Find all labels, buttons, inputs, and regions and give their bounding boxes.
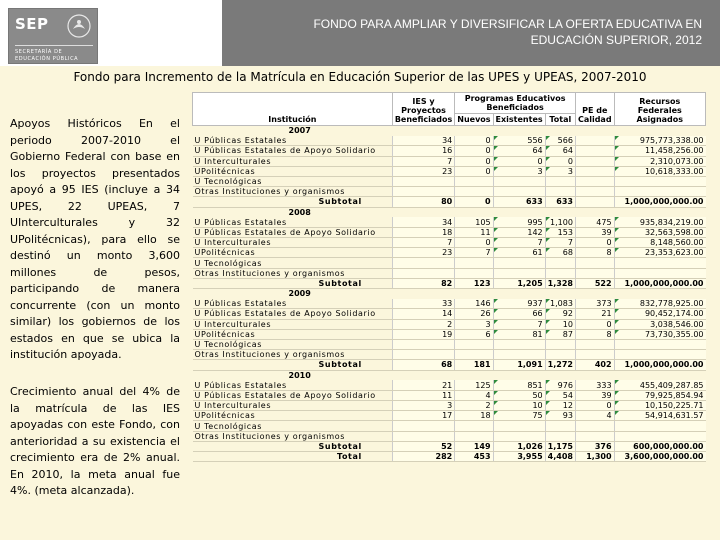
recursos-cell: [614, 339, 705, 349]
ies-cell: [392, 258, 454, 268]
recursos-cell: [614, 176, 705, 186]
pe-cell: 21: [575, 309, 614, 319]
recursos-cell: 54,914,631.57: [614, 411, 705, 421]
pe-cell: 522: [575, 278, 614, 288]
institution-cell: U Públicas Estatales de Apoyo Solidario: [193, 390, 393, 400]
subtotal-row: [193, 278, 706, 288]
table-row: [193, 309, 706, 319]
institution-cell: U Tecnológicas: [193, 339, 393, 349]
pe-cell: [575, 350, 614, 360]
total-cell: 0: [545, 156, 575, 166]
recursos-cell: 832,778,925.00: [614, 299, 705, 309]
institution-cell: UPolitécnicas: [193, 329, 393, 339]
ies-cell: 3: [392, 401, 454, 411]
existentes-cell: 0: [493, 156, 545, 166]
pe-cell: 373: [575, 299, 614, 309]
subtotal-row: [193, 441, 706, 451]
pe-cell: [575, 136, 614, 146]
institution-cell: Otras Instituciones y organismos: [193, 268, 393, 278]
existentes-cell: 142: [493, 227, 545, 237]
nuevos-cell: 18: [455, 411, 493, 421]
recursos-cell: 1,000,000,000.00: [614, 278, 705, 288]
institution-cell: U Públicas Estatales de Apoyo Solidario: [193, 227, 393, 237]
institution-cell: UPolitécnicas: [193, 411, 393, 421]
pe-cell: 402: [575, 360, 614, 370]
existentes-cell: 851: [493, 380, 545, 390]
total-cell: [545, 268, 575, 278]
pe-cell: [575, 146, 614, 156]
total-cell: 87: [545, 329, 575, 339]
ies-cell: [392, 268, 454, 278]
recursos-cell: 1,000,000,000.00: [614, 360, 705, 370]
nuevos-cell: [455, 339, 493, 349]
nuevos-cell: 4: [455, 390, 493, 400]
institution-cell: Subtotal: [193, 197, 393, 207]
pe-cell: [575, 166, 614, 176]
institution-cell: Otras Instituciones y organismos: [193, 431, 393, 441]
nuevos-cell: 125: [455, 380, 493, 390]
ies-cell: 33: [392, 299, 454, 309]
institution-cell: U Públicas Estatales: [193, 380, 393, 390]
table-row: [193, 176, 706, 186]
pe-cell: [575, 258, 614, 268]
institution-cell: U Públicas Estatales de Apoyo Solidario: [193, 146, 393, 156]
institution-cell: UPolitécnicas: [193, 166, 393, 176]
existentes-cell: 1,091: [493, 360, 545, 370]
total-cell: 153: [545, 227, 575, 237]
existentes-cell: 3,955: [493, 452, 545, 462]
ies-cell: 19: [392, 329, 454, 339]
existentes-cell: 3: [493, 166, 545, 176]
existentes-cell: 1,026: [493, 441, 545, 451]
nuevos-cell: 0: [455, 146, 493, 156]
ies-cell: 7: [392, 238, 454, 248]
ies-cell: 2: [392, 319, 454, 329]
nuevos-cell: [455, 421, 493, 431]
existentes-cell: [493, 258, 545, 268]
pe-cell: [575, 197, 614, 207]
total-cell: 566: [545, 136, 575, 146]
table-row: [193, 411, 706, 421]
existentes-cell: 1,205: [493, 278, 545, 288]
ies-cell: 23: [392, 248, 454, 258]
header: [0, 0, 720, 66]
table-row: [193, 227, 706, 237]
recursos-cell: 11,458,256.00: [614, 146, 705, 156]
nuevos-cell: 146: [455, 299, 493, 309]
table-row: [193, 431, 706, 441]
recursos-cell: 455,409,287.85: [614, 380, 705, 390]
institution-cell: U Interculturales: [193, 401, 393, 411]
subtotal-row: [193, 197, 706, 207]
existentes-cell: 633: [493, 197, 545, 207]
nuevos-cell: 123: [455, 278, 493, 288]
existentes-cell: 7: [493, 238, 545, 248]
recursos-cell: [614, 350, 705, 360]
institution-cell: Otras Instituciones y organismos: [193, 187, 393, 197]
pe-cell: [575, 156, 614, 166]
pe-cell: 8: [575, 329, 614, 339]
institution-cell: U Públicas Estatales de Apoyo Solidario: [193, 309, 393, 319]
table-row: [193, 401, 706, 411]
year-row: [193, 207, 706, 217]
recursos-cell: 8,148,560.00: [614, 238, 705, 248]
ies-cell: 34: [392, 136, 454, 146]
institution-cell: U Interculturales: [193, 238, 393, 248]
table-row: [193, 217, 706, 227]
ies-cell: [392, 421, 454, 431]
logo-subtitle: [15, 49, 78, 63]
recursos-cell: 73,730,355.00: [614, 329, 705, 339]
total-cell: 1,328: [545, 278, 575, 288]
eagle-emblem-icon: [65, 13, 93, 39]
pe-cell: 4: [575, 411, 614, 421]
total-cell: [545, 258, 575, 268]
existentes-cell: 10: [493, 401, 545, 411]
funding-table: [192, 92, 706, 462]
institution-cell: Subtotal: [193, 360, 393, 370]
recursos-cell: 3,038,546.00: [614, 319, 705, 329]
existentes-cell: [493, 339, 545, 349]
total-cell: 4,408: [545, 452, 575, 462]
total-cell: 68: [545, 248, 575, 258]
existentes-cell: 66: [493, 309, 545, 319]
total-cell: 54: [545, 390, 575, 400]
ies-cell: 14: [392, 309, 454, 319]
pe-cell: 0: [575, 238, 614, 248]
institution-cell: U Públicas Estatales: [193, 217, 393, 227]
table-row: [193, 187, 706, 197]
total-cell: 92: [545, 309, 575, 319]
nuevos-cell: 181: [455, 360, 493, 370]
ies-cell: 23: [392, 166, 454, 176]
pe-cell: [575, 339, 614, 349]
ies-cell: 7: [392, 156, 454, 166]
pe-cell: 39: [575, 390, 614, 400]
ies-cell: [392, 187, 454, 197]
existentes-cell: 61: [493, 248, 545, 258]
pe-cell: [575, 176, 614, 186]
logo-subtitle-line1: SECRETARÍA DE: [15, 49, 63, 55]
recursos-cell: 600,000,000.00: [614, 441, 705, 451]
recursos-cell: 3,600,000,000.00: [614, 452, 705, 462]
institution-cell: Subtotal: [193, 278, 393, 288]
table-row: [193, 350, 706, 360]
year-row: [193, 370, 706, 380]
logo-divider: [15, 45, 93, 46]
funding-table-body: [193, 126, 706, 462]
nuevos-cell: 453: [455, 452, 493, 462]
institution-cell: U Tecnológicas: [193, 421, 393, 431]
header-pe-calidad: PE de Calidad: [575, 93, 614, 126]
existentes-cell: 75: [493, 411, 545, 421]
nuevos-cell: 0: [455, 197, 493, 207]
total-cell: 633: [545, 197, 575, 207]
total-cell: 7: [545, 238, 575, 248]
total-cell: [545, 350, 575, 360]
recursos-cell: [614, 431, 705, 441]
institution-cell: Total: [193, 452, 393, 462]
table-row: [193, 299, 706, 309]
banner: [222, 0, 720, 66]
sep-logo: [8, 8, 98, 64]
nuevos-cell: 0: [455, 238, 493, 248]
ies-cell: 17: [392, 411, 454, 421]
pe-cell: [575, 187, 614, 197]
recursos-cell: 10,618,333.00: [614, 166, 705, 176]
pe-cell: 376: [575, 441, 614, 451]
recursos-cell: 79,925,854.94: [614, 390, 705, 400]
ies-cell: [392, 350, 454, 360]
pe-cell: [575, 268, 614, 278]
recursos-cell: [614, 258, 705, 268]
ies-cell: [392, 431, 454, 441]
ies-cell: 282: [392, 452, 454, 462]
year-label: 2007: [193, 126, 706, 136]
banner-title-line2: EDUCACIÓN SUPERIOR, 2012: [530, 33, 702, 47]
existentes-cell: 81: [493, 329, 545, 339]
table-row: [193, 258, 706, 268]
nuevos-cell: 6: [455, 329, 493, 339]
total-cell: 12: [545, 401, 575, 411]
header-total: Total: [545, 114, 575, 126]
total-cell: [545, 431, 575, 441]
nuevos-cell: 7: [455, 248, 493, 258]
institution-cell: Otras Instituciones y organismos: [193, 350, 393, 360]
pe-cell: 8: [575, 248, 614, 258]
institution-cell: U Interculturales: [193, 156, 393, 166]
total-cell: 10: [545, 319, 575, 329]
table-row: [193, 146, 706, 156]
existentes-cell: 7: [493, 319, 545, 329]
existentes-cell: 50: [493, 390, 545, 400]
total-cell: 1,100: [545, 217, 575, 227]
recursos-cell: 90,452,174.00: [614, 309, 705, 319]
ies-cell: 34: [392, 217, 454, 227]
total-cell: [545, 187, 575, 197]
total-cell: 1,083: [545, 299, 575, 309]
table-row: [193, 319, 706, 329]
ies-cell: [392, 176, 454, 186]
year-label: 2009: [193, 289, 706, 299]
ies-cell: [392, 339, 454, 349]
header-programs-group: Programas Educativos Beneficiados: [455, 93, 576, 114]
existentes-cell: 937: [493, 299, 545, 309]
nuevos-cell: 0: [455, 166, 493, 176]
recursos-cell: 2,310,073.00: [614, 156, 705, 166]
existentes-cell: [493, 421, 545, 431]
ies-cell: 68: [392, 360, 454, 370]
year-row: [193, 289, 706, 299]
nuevos-cell: 0: [455, 156, 493, 166]
subtotal-row: [193, 360, 706, 370]
table-row: [193, 156, 706, 166]
recursos-cell: 10,150,225.71: [614, 401, 705, 411]
pe-cell: 39: [575, 227, 614, 237]
logo-name: SEP: [15, 15, 49, 33]
banner-title: [232, 16, 702, 48]
table-row: [193, 268, 706, 278]
recursos-cell: 32,563,598.00: [614, 227, 705, 237]
total-cell: 1,175: [545, 441, 575, 451]
table-row: [193, 421, 706, 431]
banner-title-line1: FONDO PARA AMPLIAR Y DIVERSIFICAR LA OFERTA EDUCATIVA EN: [313, 17, 702, 31]
table-row: [193, 238, 706, 248]
logo-subtitle-line2: EDUCACIÓN PÚBLICA: [15, 56, 79, 62]
total-cell: 976: [545, 380, 575, 390]
existentes-cell: 64: [493, 146, 545, 156]
nuevos-cell: [455, 258, 493, 268]
header-nuevos: Nuevos: [455, 114, 493, 126]
total-cell: 64: [545, 146, 575, 156]
recursos-cell: 975,773,338.00: [614, 136, 705, 146]
table-row: [193, 390, 706, 400]
nuevos-cell: 11: [455, 227, 493, 237]
institution-cell: Subtotal: [193, 441, 393, 451]
ies-cell: 80: [392, 197, 454, 207]
existentes-cell: [493, 431, 545, 441]
nuevos-cell: 2: [455, 401, 493, 411]
header-existentes: Existentes: [493, 114, 545, 126]
recursos-cell: [614, 187, 705, 197]
existentes-cell: [493, 176, 545, 186]
nuevos-cell: 3: [455, 319, 493, 329]
nuevos-cell: [455, 187, 493, 197]
nuevos-cell: 26: [455, 309, 493, 319]
year-row: [193, 126, 706, 136]
existentes-cell: 556: [493, 136, 545, 146]
table-row: [193, 248, 706, 258]
table-row: [193, 380, 706, 390]
header-ies: IES y Proyectos Beneficiados: [392, 93, 454, 126]
pe-cell: 0: [575, 401, 614, 411]
existentes-cell: [493, 187, 545, 197]
total-cell: 93: [545, 411, 575, 421]
ies-cell: 16: [392, 146, 454, 156]
table-row: [193, 136, 706, 146]
ies-cell: 21: [392, 380, 454, 390]
table-row: [193, 166, 706, 176]
existentes-cell: 995: [493, 217, 545, 227]
year-label: 2008: [193, 207, 706, 217]
ies-cell: 52: [392, 441, 454, 451]
nuevos-cell: 149: [455, 441, 493, 451]
nuevos-cell: [455, 431, 493, 441]
recursos-cell: [614, 421, 705, 431]
total-row: [193, 452, 706, 462]
institution-cell: U Públicas Estatales: [193, 299, 393, 309]
ies-cell: 82: [392, 278, 454, 288]
growth-paragraph: Crecimiento anual del 4% de la matrícula de las IES apoyadas con este Fondo, con anterioridad a su existencia el crecimiento era de 2% anual. En 2010, la meta anual fue 4%. (meta alcanzada).: [10, 385, 180, 497]
institution-cell: U Tecnológicas: [193, 176, 393, 186]
institution-cell: U Públicas Estatales: [193, 136, 393, 146]
total-cell: [545, 339, 575, 349]
year-label: 2010: [193, 370, 706, 380]
pe-cell: 333: [575, 380, 614, 390]
pe-cell: [575, 421, 614, 431]
institution-cell: U Interculturales: [193, 319, 393, 329]
nuevos-cell: [455, 268, 493, 278]
table-row: [193, 329, 706, 339]
recursos-cell: 23,353,623.00: [614, 248, 705, 258]
total-cell: 3: [545, 166, 575, 176]
nuevos-cell: 0: [455, 136, 493, 146]
historical-support-paragraph: Apoyos Históricos En el periodo 2007-2010 el Gobierno Federal con base en los proyectos presentados apoyó a 95 IES (incluye a 34 UPES, 22 UPEAS, 7 UInterculturales y 32 UPolitécnicas), para ello se destinó un monto 3,600 millones de pesos, participando de manera concurrente (con un monto similar) los gobiernos de los estados en que se ubica la institución apoyada.: [10, 117, 180, 361]
page-title: Fondo para Incremento de la Matrícula en Educación Superior de las UPES y UPEAS, 2007-2010: [73, 70, 647, 84]
ies-cell: 11: [392, 390, 454, 400]
nuevos-cell: 105: [455, 217, 493, 227]
nuevos-cell: [455, 176, 493, 186]
header-institucion: Institución: [193, 93, 393, 126]
pe-cell: [575, 431, 614, 441]
table-row: [193, 339, 706, 349]
total-cell: [545, 176, 575, 186]
nuevos-cell: [455, 350, 493, 360]
institution-cell: UPolitécnicas: [193, 248, 393, 258]
pe-cell: 475: [575, 217, 614, 227]
pe-cell: 0: [575, 319, 614, 329]
recursos-cell: [614, 268, 705, 278]
ies-cell: 18: [392, 227, 454, 237]
pe-cell: 1,300: [575, 452, 614, 462]
institution-cell: U Tecnológicas: [193, 258, 393, 268]
funding-table-container: [192, 92, 710, 540]
recursos-cell: 935,834,219.00: [614, 217, 705, 227]
existentes-cell: [493, 350, 545, 360]
existentes-cell: [493, 268, 545, 278]
header-recursos: Recursos Federales Asignados: [614, 93, 705, 126]
total-cell: [545, 421, 575, 431]
total-cell: 1,272: [545, 360, 575, 370]
recursos-cell: 1,000,000,000.00: [614, 197, 705, 207]
